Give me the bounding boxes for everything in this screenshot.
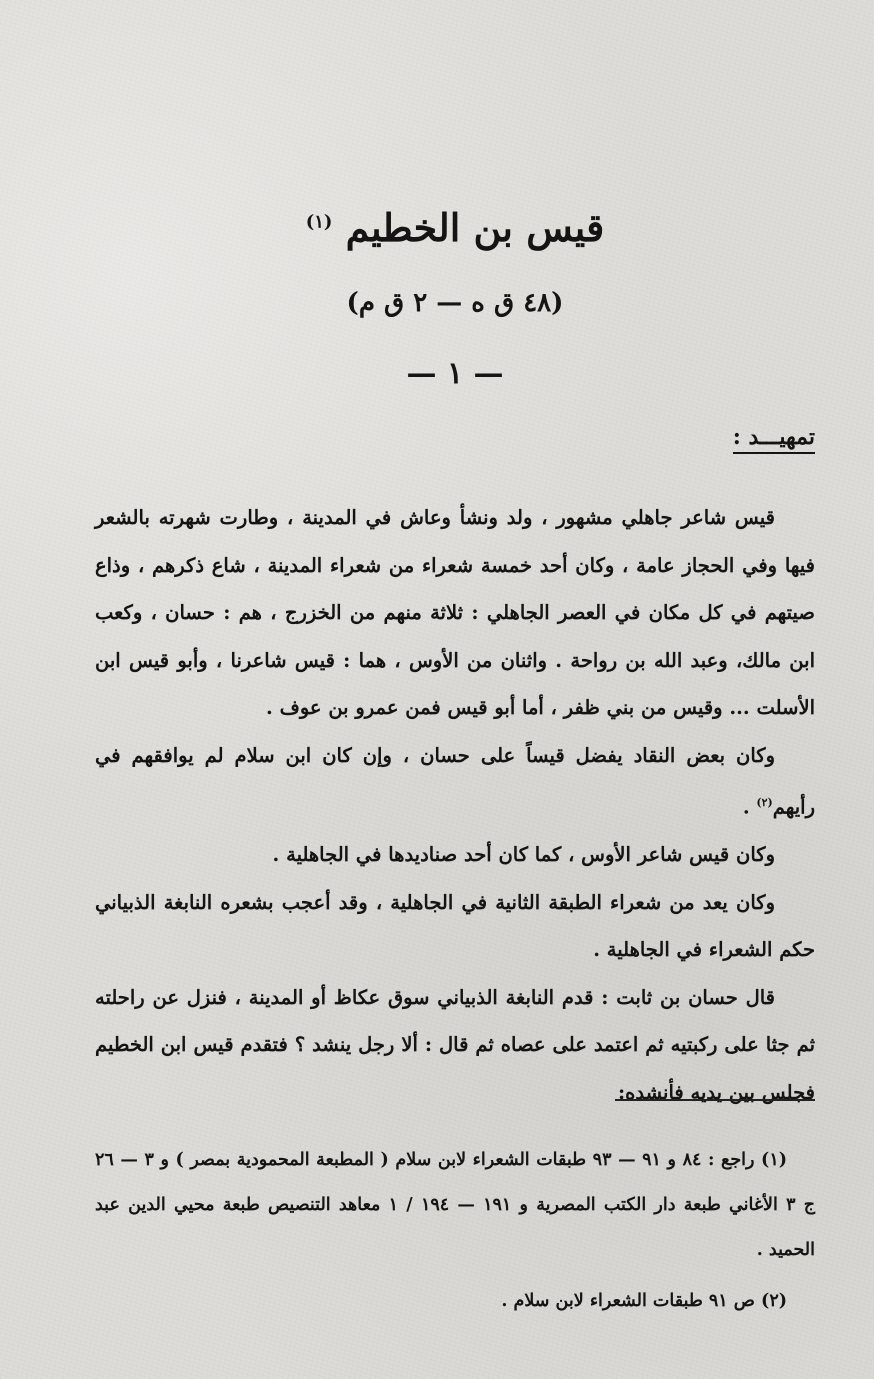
paragraph-critics-footnote-ref: (٢): [756, 796, 773, 809]
footnote-2: (٢) ص ٩١ طبقات الشعراء لابن سلام .: [501, 1291, 787, 1311]
paragraph-critics: [95, 732, 815, 832]
paragraph-intro: قيس شاعر جاهلي مشهور ، ولد ونشأ وعاش في المدينة ، وطارت شهرته بالشعر فيها وفي الحجاز عامة ، وكان أحد خمسة شعراء من شعراء المدينة ، شاع ذكرهم ، وذاع صيتهم في كل مكان في العصر الجاهلي : ثلاثة منهم من الخزرج ، هم : حسان ، وكعب ابن مالك، وعبد الله بن رواحة . واثنان من الأوس ، هما : قيس شاعرنا ، وأبو قيس ابن الأسلت ... وقيس من بني ظفر ، أما أبو قيس فمن عمرو بن عوف .: [95, 506, 815, 719]
paragraph-aws-poet: وكان قيس شاعر الأوس ، كما كان أحد صناديدها في الجاهلية .: [272, 843, 775, 866]
title-footnote-ref: (١): [305, 211, 333, 233]
footnote-1: (١) راجع : ٨٤ و ٩١ — ٩٣ طبقات الشعراء لابن سلام ( المطبعة المحمودية بمصر ) و ٣ — ٢٦ ج ٣ الأغاني طبعة دار الكتب المصرية و ١٩١ — ١٩٤ / ١ معاهد التنصيص طبعة محيي الدين عبد الحميد .: [95, 1150, 815, 1260]
paragraph-critics-text: وكان بعض النقاد يفضل قيساً على حسان ، وإن كان ابن سلام لم يوافقهم في رأيهم: [95, 743, 815, 819]
section-number: — ١ —: [406, 356, 504, 391]
section-heading: [733, 424, 815, 454]
footnotes: [95, 1138, 815, 1324]
paragraph-second-class: وكان يعد من شعراء الطبقة الثانية في الجاهلية ، وقد أعجب بشعره النابغة الذبياني حكم الشعراء في الجاهلية .: [95, 890, 815, 961]
paragraph-hassan-story: قال حسان بن ثابت : قدم النابغة الذبياني سوق عكاظ أو المدينة ، فنزل عن راحلته ثم جثا على ركبتيه ثم اعتمد على عصاه ثم قال : ألا رجل ينشد ؟ فتقدم قيس ابن الخطيم فجلس بين يديه فأنشده:: [95, 985, 815, 1104]
section-heading-text: تمهيـــد :: [733, 424, 815, 454]
footnote-separator: [615, 1099, 815, 1101]
chapter-title: [95, 205, 815, 250]
lifespan-dates: (٤٨ ق ه — ٢ ق م): [346, 288, 564, 318]
paragraph-critics-end: .: [742, 795, 757, 819]
chapter-title-text: قيس بن الخطيم: [345, 205, 605, 250]
body-text: [95, 494, 815, 1116]
